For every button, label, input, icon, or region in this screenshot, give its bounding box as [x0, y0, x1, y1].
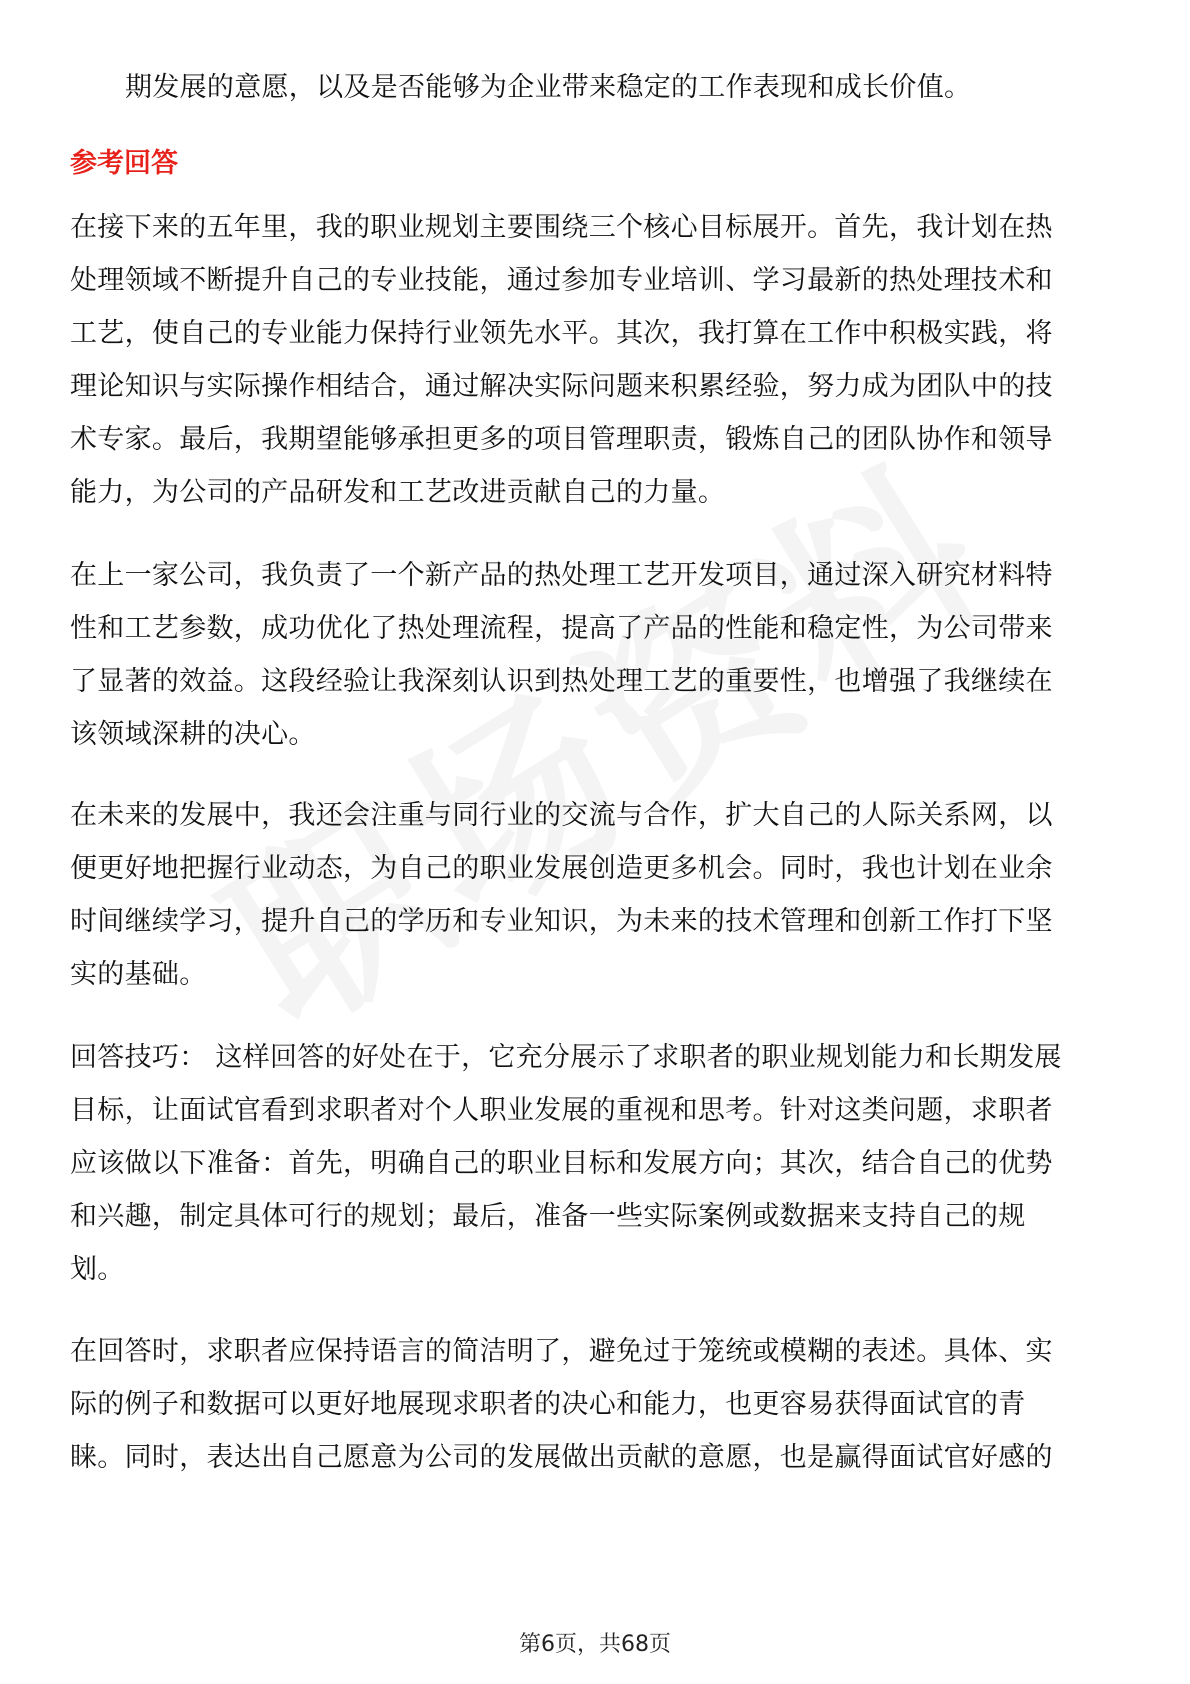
intro-line: 期发展的意愿，以及是否能够为企业带来稳定的工作表现和成长价值。 [125, 72, 972, 103]
paragraph-line: 处理领域不断提升自己的专业技能，通过参加专业培训、学习最新的热处理技术和 [70, 265, 1053, 296]
paragraph-line: 能力，为公司的产品研发和工艺改进贡献自己的力量。 [70, 477, 726, 508]
paragraph-line: 在未来的发展中，我还会注重与同行业的交流与合作，扩大自己的人际关系网，以 [70, 800, 1053, 831]
paragraph-line: 术专家。最后，我期望能够承担更多的项目管理职责，锻炼自己的团队协作和领导 [70, 424, 1053, 455]
paragraph-line: 在接下来的五年里，我的职业规划主要围绕三个核心目标展开。首先，我计划在热 [70, 212, 1053, 243]
paragraph-line: 该领域深耕的决心。 [70, 719, 316, 750]
paragraph-line: 理论知识与实际操作相结合，通过解决实际问题来积累经验，努力成为团队中的技 [70, 371, 1053, 402]
paragraph-line: 回答技巧： 这样回答的好处在于，它充分展示了求职者的职业规划能力和长期发展 [70, 1042, 1062, 1073]
section-heading: 参考回答 [70, 148, 178, 179]
paragraph-line: 划。 [70, 1254, 125, 1285]
paragraph-line: 和兴趣，制定具体可行的规划；最后，准备一些实际案例或数据来支持自己的规 [70, 1201, 1026, 1232]
paragraph-line: 性和工艺参数，成功优化了热处理流程，提高了产品的性能和稳定性，为公司带来 [70, 613, 1053, 644]
page-number: 第6页，共68页 [519, 1632, 671, 1657]
paragraph-line: 睐。同时，表达出自己愿意为公司的发展做出贡献的意愿，也是赢得面试官好感的 [70, 1442, 1053, 1473]
paragraph-line: 时间继续学习，提升自己的学历和专业知识，为未来的技术管理和创新工作打下坚 [70, 906, 1053, 937]
paragraph-line: 在回答时，求职者应保持语言的简洁明了，避免过于笼统或模糊的表述。具体、实 [70, 1336, 1053, 1367]
paragraph-line: 在上一家公司，我负责了一个新产品的热处理工艺开发项目，通过深入研究材料特 [70, 560, 1053, 591]
paragraph-line: 便更好地把握行业动态，为自己的职业发展创造更多机会。同时，我也计划在业余 [70, 853, 1053, 884]
paragraph-line: 际的例子和数据可以更好地展现求职者的决心和能力，也更容易获得面试官的青 [70, 1389, 1026, 1420]
paragraph-line: 实的基础。 [70, 959, 207, 990]
paragraph-line: 目标，让面试官看到求职者对个人职业发展的重视和思考。针对这类问题，求职者 [70, 1095, 1053, 1126]
paragraph-line: 工艺，使自己的专业能力保持行业领先水平。其次，我打算在工作中积极实践，将 [70, 318, 1053, 349]
paragraph-line: 了显著的效益。这段经验让我深刻认识到热处理工艺的重要性，也增强了我继续在 [70, 666, 1053, 697]
paragraph-line: 应该做以下准备：首先，明确自己的职业目标和发展方向；其次，结合自己的优势 [70, 1148, 1053, 1179]
